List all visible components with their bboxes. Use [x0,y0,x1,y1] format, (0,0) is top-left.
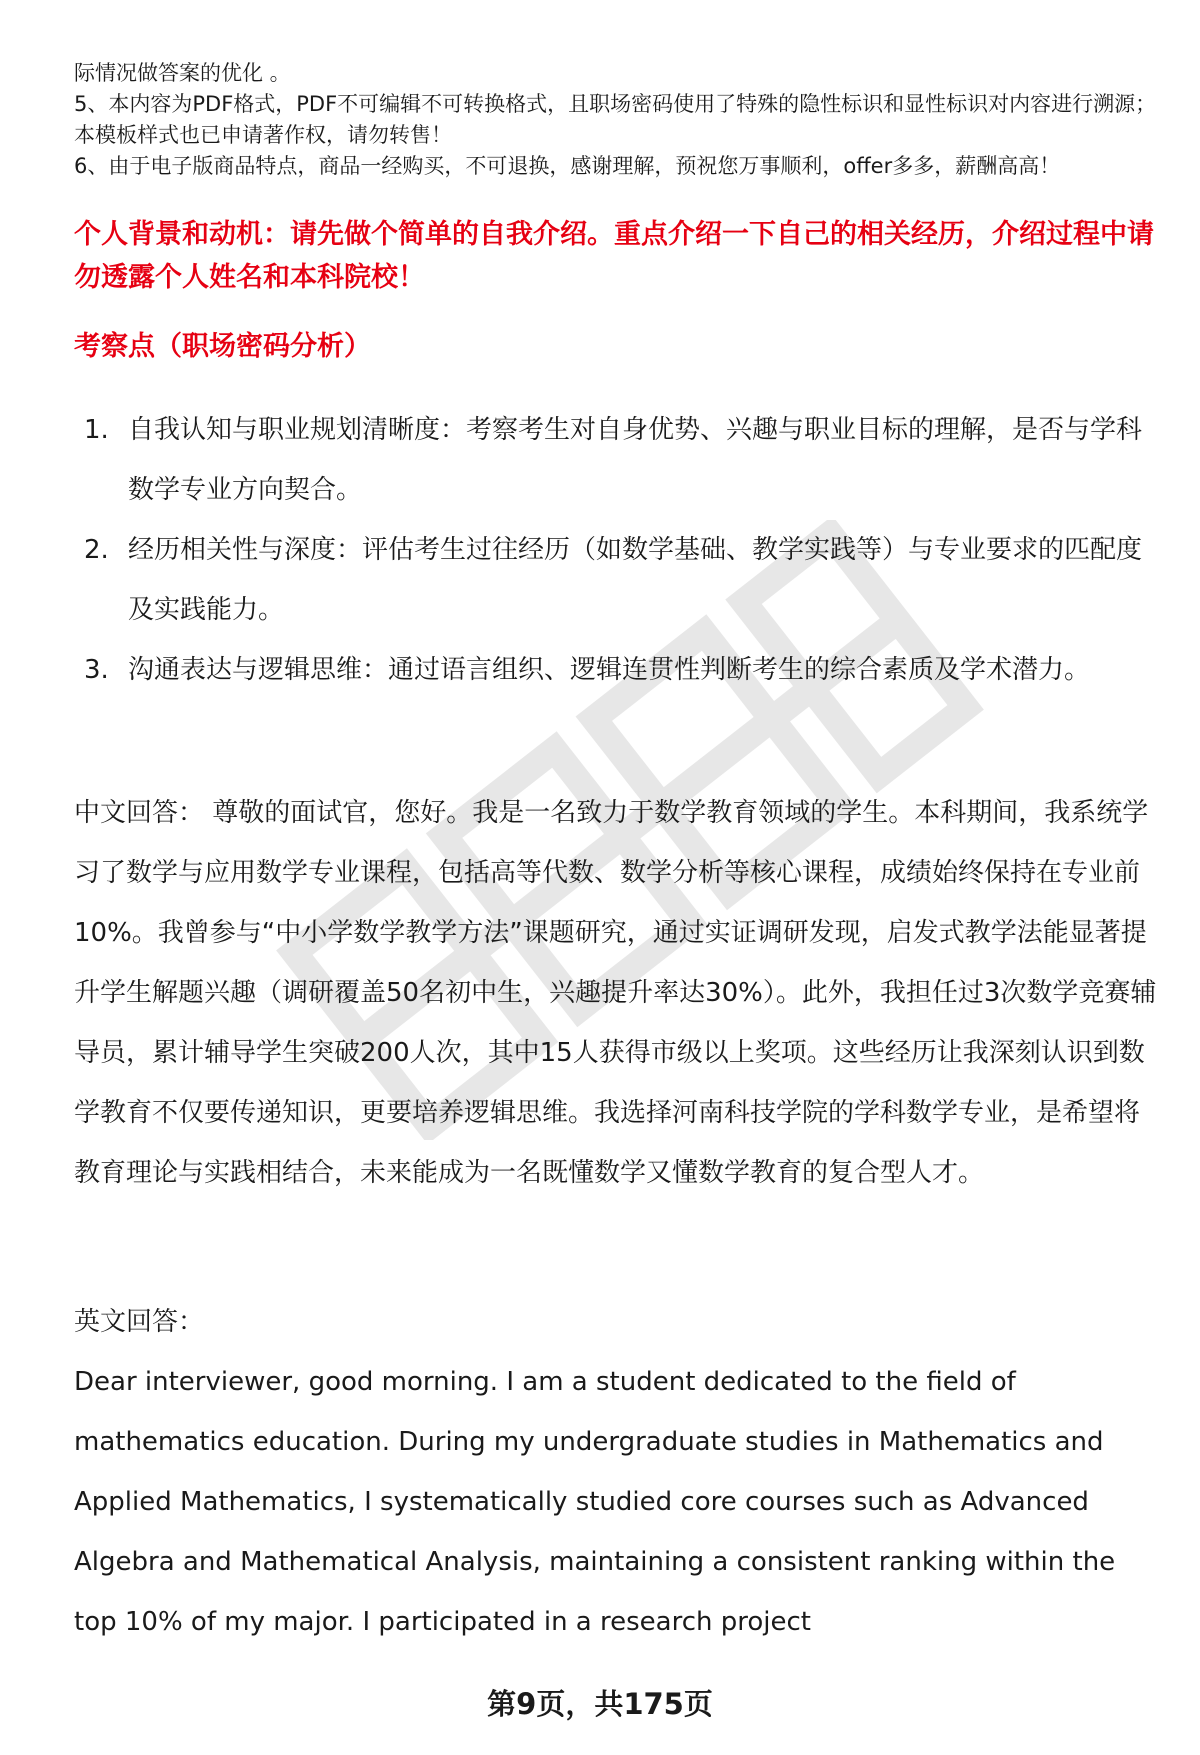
assessment-points-list [74,400,1144,700]
list-item [74,640,1144,700]
notes-section [74,58,1164,182]
chinese-answer: 中文回答： 尊敬的面试官，您好。我是一名致力于数学教育领域的学生。本科期间，我系统学习了数学与应用数学专业课程，包括高等代数、数学分析等核心课程，成绩始终保持在专业前10%。我曾参与“中小学数学教学方法”课题研究，通过实证调研发现，启发式教学法能显著提升学生解题兴趣（调研覆盖50名初中生，兴趣提升率达30%）。此外，我担任过3次数学竞赛辅导员，累计辅导学生突破200人次，其中15人获得市级以上奖项。这些经历让我深刻认识到数学教育不仅要传递知识，更要培养逻辑思维。我选择河南科技学院的学科数学专业，是希望将教育理论与实践相结合，未来能成为一名既懂数学又懂数学教育的复合型人才。 [74,798,1157,1188]
list-item [74,520,1144,640]
page-number: 第9页，共175页 [487,1687,713,1721]
points-heading: 考察点（职场密码分析） [74,331,371,362]
list-item-text: 沟通表达与逻辑思维：通过语言组织、逻辑连贯性判断考生的综合素质及学术潜力。 [128,655,1091,685]
note-line: 际情况做答案的优化 。 [74,61,291,85]
list-item-number: 1. [84,415,109,445]
list-item-text: 经历相关性与深度：评估考生过往经历（如数学基础、教学实践等）与专业要求的匹配度及实践能力。 [128,535,1143,625]
english-answer-label: 英文回答： [74,1307,205,1337]
list-item-text: 自我认知与职业规划清晰度：考察考生对自身优势、兴趣与职业目标的理解，是否与学科数学专业方向契合。 [128,415,1143,505]
list-item-number: 3. [84,655,109,685]
note-line: 5、本内容为PDF格式，PDF不可编辑不可转换格式，且职场密码使用了特殊的隐性标识和显性标识对内容进行溯源；本模板样式也已申请著作权，请勿转售！ [74,92,1157,147]
list-item-number: 2. [84,535,109,565]
note-line: 6、由于电子版商品特点，商品一经购买，不可退换，感谢理解，预祝您万事顺利，offer多多，薪酬高高！ [74,154,1061,178]
english-answer: Dear interviewer, good morning. I am a student dedicated to the field of mathematics education. During my undergraduate studies in Mathematics and Applied Mathematics, I systematically studied core courses such as Advanced Algebra and Mathematical Analysis, maintaining a consistent ranking within the top 10% of my major. I participated in a research project [74,1367,1116,1637]
question-heading: 个人背景和动机：请先做个简单的自我介绍。重点介绍一下自己的相关经历，介绍过程中请勿透露个人姓名和本科院校！ [74,219,1154,293]
list-item [74,400,1144,520]
